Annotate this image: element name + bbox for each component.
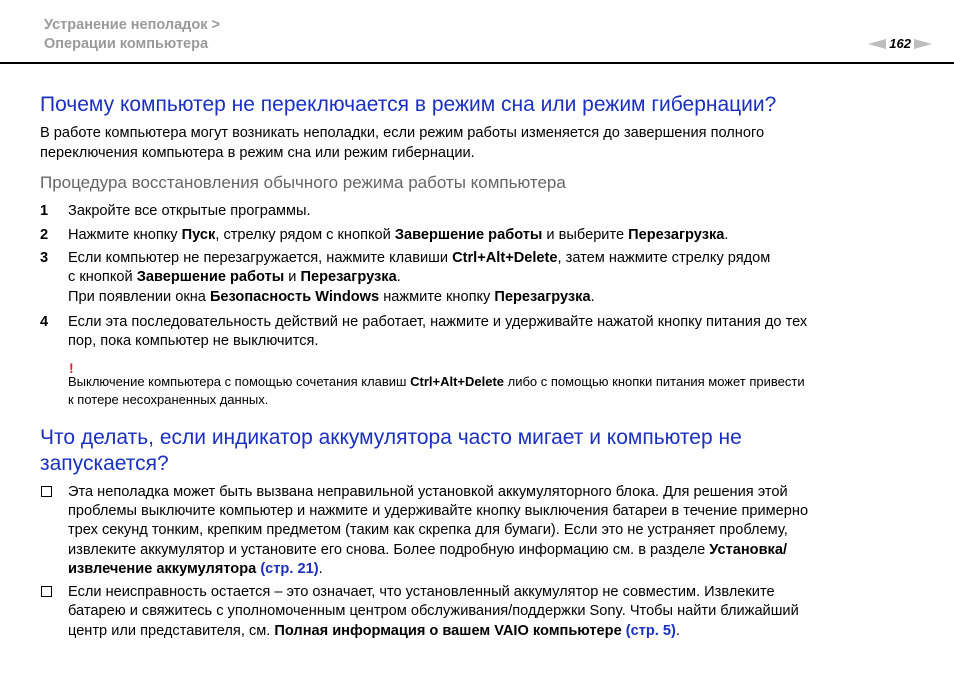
warning-note: к потере несохраненных данных. xyxy=(68,392,269,407)
text: нажмите кнопку xyxy=(379,289,495,305)
bold-text: Перезагрузка xyxy=(628,227,725,243)
procedure-subtitle: Процедура восстановления обычного режима работы компьютера xyxy=(40,173,566,192)
page-5-link[interactable]: (стр. 5) xyxy=(625,623,676,639)
step-text: Закройте все открытые программы. xyxy=(68,203,311,219)
page-navigation xyxy=(868,36,932,51)
bullet-text: Если неисправность остается – это означает, что установленный аккумулятор не совместим. Извлеките xyxy=(68,584,775,600)
bullet-text: проблемы выключите компьютер и нажмите и удерживайте кнопку выключения батареи в течение примерно xyxy=(68,503,809,519)
text: . xyxy=(396,269,401,285)
bold-text: Установка/ xyxy=(709,542,788,558)
text: . xyxy=(724,227,729,243)
step-number: 3 xyxy=(40,250,49,266)
bold-text: Завершение работы xyxy=(136,269,285,285)
text: При появлении окна xyxy=(68,289,210,305)
step-number: 1 xyxy=(40,203,49,219)
next-page-arrow-icon[interactable] xyxy=(914,39,932,49)
bold-text: Полная информация о вашем VAIO компьютере xyxy=(274,623,622,639)
header-divider xyxy=(0,62,954,64)
step-number: 4 xyxy=(40,314,49,330)
bold-text: извлечение аккумулятора xyxy=(68,561,257,577)
step-text: пор, пока компьютер не выключится. xyxy=(68,333,319,349)
step-text xyxy=(68,248,770,268)
section-title-battery: Что делать, если индикатор аккумулятора часто мигает и компьютер не xyxy=(40,426,742,449)
step-text xyxy=(68,225,728,245)
breadcrumb-page: Операции компьютера xyxy=(44,36,209,52)
text: Нажмите кнопку xyxy=(68,227,182,243)
text: , затем нажмите стрелку рядом xyxy=(557,250,771,266)
bold-text: Безопасность Windows xyxy=(209,289,380,305)
intro-line: переключения компьютера в режим сна или режим гибернации. xyxy=(40,145,475,161)
text: , стрелку рядом с кнопкой xyxy=(215,227,395,243)
page-21-link[interactable]: (стр. 21) xyxy=(260,561,319,577)
text: Если компьютер не перезагружается, нажмите клавиши xyxy=(68,250,453,266)
warning-icon: ! xyxy=(69,360,74,376)
intro-line: В работе компьютера могут возникать неполадки, если режим работы изменяется до завершения полного xyxy=(40,125,765,141)
bold-text: Пуск xyxy=(181,227,216,243)
section-title-battery: запускается? xyxy=(40,452,169,475)
text: . xyxy=(675,623,680,639)
checkbox-bullet-icon xyxy=(41,486,52,497)
bold-text: Завершение работы xyxy=(394,227,543,243)
bullet-text xyxy=(68,540,787,560)
text: и xyxy=(284,269,301,285)
step-text: Если эта последовательность действий не работает, нажмите и удерживайте нажатой кнопку питания до тех xyxy=(68,314,808,330)
step-text xyxy=(68,267,401,287)
text: с кнопкой xyxy=(68,269,137,285)
section-title-sleep: Почему компьютер не переключается в режим сна или режим гибернации? xyxy=(40,93,777,116)
bold-text: Перезагрузка xyxy=(494,289,591,305)
text: . xyxy=(590,289,595,305)
checkbox-bullet-icon xyxy=(41,586,52,597)
bullet-text xyxy=(68,559,323,579)
text: Выключение компьютера с помощью сочетания клавиш xyxy=(68,374,411,389)
warning-note xyxy=(68,373,805,391)
step-text xyxy=(68,287,595,307)
step-number: 2 xyxy=(40,227,49,243)
text: либо с помощью кнопки питания может привести xyxy=(504,374,805,389)
text: центр или представителя, см. xyxy=(68,623,275,639)
page-number: 162 xyxy=(889,36,911,51)
text: . xyxy=(318,561,323,577)
bullet-text xyxy=(68,621,680,641)
bullet-text: батарею и свяжитесь с уполномоченным центром обслуживания/поддержки Sony. Чтобы найти ближайший xyxy=(68,603,799,619)
bold-text: Ctrl+Alt+Delete xyxy=(452,250,558,266)
previous-page-arrow-icon[interactable] xyxy=(868,39,886,49)
breadcrumb-section[interactable]: Устранение неполадок > xyxy=(44,17,220,33)
text: извлеките аккумулятор и установите его снова. Более подробную информацию см. в разделе xyxy=(68,542,710,558)
bullet-text: трех секунд тонким, крепким предметом (таким как скрепка для бумаги). Если это не устраняет проблему, xyxy=(68,522,788,538)
bold-text: Ctrl+Alt+Delete xyxy=(410,374,505,389)
bullet-text: Эта неполадка может быть вызвана неправильной установкой аккумуляторного блока. Для решения этой xyxy=(68,484,788,500)
bold-text: Перезагрузка xyxy=(300,269,397,285)
text: и выберите xyxy=(542,227,629,243)
